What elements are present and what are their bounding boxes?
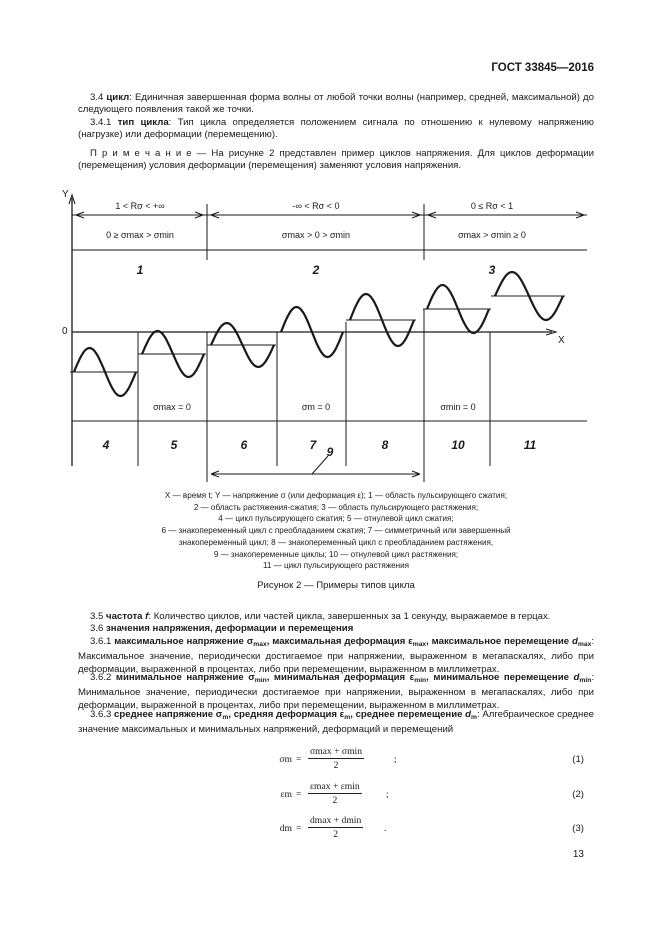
numerator: dmax + dmin — [310, 815, 362, 826]
definition: : Алгебраическое среднее значение максимальных и минимальных напряжений, деформаций и перемещений — [78, 709, 594, 736]
condition-right-label: σmax > σmin ≥ 0 — [458, 230, 526, 240]
denominator: 2 — [333, 760, 339, 771]
definition: : Минимальное значение, периодически достигаемое при напряжении, выраженном в мегапаскалях, либо при деформации, выраженной в процентах, либо при перемещении, выраженном в миллиметрах. — [78, 672, 594, 711]
region-number: 3 — [488, 263, 496, 277]
legend-line: X — время t; Y — напряжение σ (или деформация ε); 1 — область пульсирующего сжатия; — [164, 491, 508, 500]
subscript: min — [254, 677, 267, 684]
subscript: m — [344, 714, 351, 721]
x-axis-label: X — [558, 335, 565, 346]
y-axis-label: Y — [62, 189, 69, 200]
bracket-number: 9 — [326, 445, 334, 459]
range-mid-label: -∞ < Rσ < 0 — [292, 201, 340, 211]
numerator: εmax + εmin — [310, 781, 360, 792]
term: , максимальная деформация ε — [266, 636, 413, 647]
paragraph-3-6-1 — [78, 636, 594, 676]
equation-end: . — [384, 823, 387, 834]
figure-legend — [78, 490, 594, 572]
term: минимальное напряжение σ — [115, 672, 255, 683]
condition-mid-label: σmax > 0 > σmin — [281, 230, 351, 240]
subscript: m — [471, 714, 477, 721]
term: , среднее перемещение — [350, 709, 466, 720]
sigma-m-zero-label: σm = 0 — [301, 402, 331, 412]
subscript: max — [412, 641, 427, 648]
term: , максимальное перемещение — [426, 636, 572, 647]
paragraph-3-5 — [78, 611, 594, 623]
cycle-number: 8 — [381, 438, 389, 452]
clause-number: 3.6.2 — [90, 672, 112, 683]
region-number: 1 — [136, 263, 144, 277]
cycle-number: 6 — [240, 438, 248, 452]
denominator: 2 — [332, 795, 338, 806]
term: максимальное напряжение σ — [114, 636, 254, 647]
term: , минимальная деформация ε — [266, 672, 415, 683]
sigma-max-zero-label: σmax = 0 — [153, 402, 191, 412]
cycle-number: 10 — [451, 438, 465, 452]
subscript: max — [577, 641, 592, 648]
paragraph-3-6 — [78, 623, 594, 635]
note-label: П р и м е ч а н и е — [90, 148, 192, 159]
legend-line: 9 — знакопеременные циклы; 10 — отнулевой цикл растяжения; — [213, 549, 459, 559]
clause-number: 3.5 — [90, 611, 104, 622]
symbol: d — [465, 709, 471, 720]
term: частота — [106, 611, 143, 622]
equation-end: ; — [394, 754, 397, 765]
denominator: 2 — [333, 829, 339, 840]
clause-number: 3.6.3 — [90, 709, 112, 720]
symbol: d — [573, 672, 580, 683]
page-number: 13 — [572, 849, 584, 860]
zero-label: 0 — [62, 326, 68, 337]
range-right-label: 0 ≤ Rσ < 1 — [470, 201, 514, 211]
equation-end: ; — [386, 789, 389, 800]
legend-line: 4 — цикл пульсирующего сжатия; 5 — отнулевой цикл сжатия; — [218, 514, 454, 524]
equation-lhs: σm — [279, 754, 292, 765]
subscript: m — [222, 714, 229, 721]
cycle-number: 11 — [523, 438, 537, 452]
equation-number: (1) — [572, 754, 584, 765]
subscript: max — [253, 641, 267, 648]
definition: : Максимальное значение, периодически достигаемое при напряжении, выраженном в мегапаскалях, либо при деформации, выраженной в процентах, либо при перемещении, выраженном в миллиметрах. — [78, 636, 594, 675]
equation-number: (3) — [572, 823, 584, 834]
definition: : Единичная завершенная форма волны от любой точки волны (например, средней, максимальной) до следующего появления такой же точки. — [78, 92, 594, 116]
legend-line: знакопеременный цикл; 8 — знакопеременный цикл с преобладанием растяжения, — [178, 537, 494, 547]
symbol: d — [571, 636, 578, 647]
paragraph-3-6-2 — [78, 672, 594, 712]
condition-left-label: 0 ≥ σmax > σmin — [106, 230, 174, 240]
term: тип цикла — [117, 117, 169, 128]
equation-number: (2) — [572, 789, 584, 800]
equation-lhs: εm — [280, 789, 292, 800]
definition: : Тип цикла определяется положением сигнала по отношению к нулевому напряжению (нагрузке) или деформации (перемещению). — [78, 117, 594, 141]
numerator: σmax + σmin — [310, 746, 362, 757]
cycle-number: 4 — [102, 438, 110, 452]
term: среднее напряжение σ — [114, 709, 223, 720]
bracket-leader — [312, 456, 328, 474]
cycle-number: 5 — [170, 438, 178, 452]
equation-1: σm = σmax + σmin 2 ; — [240, 746, 490, 776]
clause-number: 3.6 — [90, 623, 104, 634]
equation-3: dm = dmax + dmin 2 . — [240, 815, 490, 845]
subscript: min — [579, 677, 592, 684]
equation-2: εm = εmax + εmin 2 ; — [240, 781, 490, 811]
symbol: f — [145, 611, 149, 622]
definition: : Количество циклов, или частей цикла, завершенных за 1 секунду, выражаемое в герцах. — [148, 611, 551, 622]
clause-number: 3.6.1 — [90, 636, 112, 647]
region-number: 2 — [312, 263, 320, 277]
sigma-min-zero-label: σmin = 0 — [440, 402, 476, 412]
legend-line: 2 — область растяжения-сжатия; 3 — область пульсирующего растяжения; — [193, 502, 479, 512]
term: , средняя деформация ε — [228, 709, 345, 720]
term: , минимальное перемещение — [426, 672, 574, 683]
equation-lhs: dm — [279, 823, 292, 834]
clause-number: 3.4.1 — [90, 117, 112, 128]
clause-number: 3.4 — [90, 92, 104, 103]
note-text: — На рисунке 2 представлен пример циклов напряжения. Для циклов деформации (перемещения) условия деформации (перемещения) заменяют условия напряжения. — [78, 148, 594, 172]
figure-title: Рисунок 2 — Примеры типов цикла — [257, 580, 415, 591]
term: значения напряжения, деформации и перемещения — [106, 623, 354, 634]
term: цикл — [106, 92, 130, 103]
range-left-label: 1 < Rσ < +∞ — [115, 201, 165, 211]
paragraph-3-6-3 — [78, 709, 594, 737]
legend-line: 6 — знакопеременный цикл с преобладанием сжатия; 7 — симметричный или завершенный — [161, 526, 511, 536]
legend-line: 11 — цикл пульсирующего растяжения — [262, 561, 410, 571]
cycle-number: 7 — [309, 438, 317, 452]
subscript: min — [414, 677, 427, 684]
document-id: ГОСТ 33845—2016 — [491, 62, 594, 74]
